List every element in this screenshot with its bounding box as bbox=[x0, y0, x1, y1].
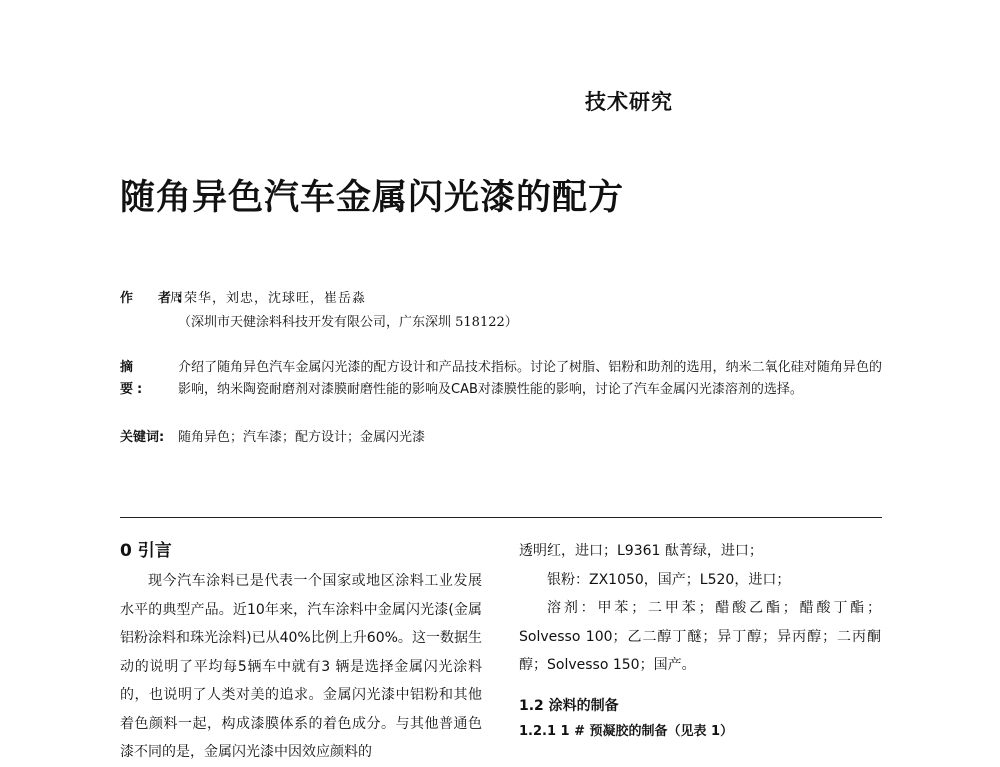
introduction-paragraph: 现今汽车涂料已是代表一个国家或地区涂料工业发展水平的典型产品。近10年来，汽车涂料中金属闪光漆(金属铝粉涂料和珠光涂料)已从40%比例上升60%。这一数据生动的说明了平均每5辆车中就有3 辆是选择金属闪光涂料的，也说明了人类对美的追求。金属闪光漆中铝粉和其他着色颜料一起，构成漆膜体系的着色成分。与其他普通色漆不同的是，金属闪光漆中因效应颜料的 bbox=[120, 573, 482, 760]
abstract-text: 介绍了随角异色汽车金属闪光漆的配方设计和产品技术指标。讨论了树脂、铝粉和助剂的选用，纳米二氧化硅对随角异色的影响，纳米陶瓷耐磨剂对漆膜耐磨性能的影响及CAB对漆膜性能的影响，讨论了汽车金属闪光漆溶剂的选择。 bbox=[178, 360, 882, 397]
abstract-block bbox=[120, 357, 882, 401]
right-column bbox=[519, 537, 881, 744]
affiliation: （深圳市天健涂料科技开发有限公司，广东深圳 518122） bbox=[178, 315, 518, 330]
keywords-list: 随角异色；汽车漆；配方设计；金属闪光漆 bbox=[178, 430, 426, 445]
keywords-label: 关键词: bbox=[120, 430, 165, 445]
preparation-heading: 1.2 涂料的制备 bbox=[519, 697, 619, 714]
section-tag: 技术研究 bbox=[585, 90, 673, 114]
article-title: 随角异色汽车金属闪光漆的配方 bbox=[120, 178, 625, 218]
abstract-label: 摘 要: bbox=[120, 360, 155, 397]
keywords-row bbox=[120, 427, 425, 449]
pigment-continued-line: 透明红，进口；L9361 酞菁绿，进口； bbox=[519, 543, 763, 559]
authors-list: 周荣华，刘忠，沈球旺，崔岳淼 bbox=[170, 291, 367, 306]
aluminum-line: 银粉：ZX1050，国产；L520，进口； bbox=[547, 571, 791, 588]
solvents-paragraph: 溶剂：甲苯；二甲苯；醋酸乙酯；醋酸丁酯；Solvesso 100；乙二醇丁醚；异丁醇；异丙醇；二丙酮醇；Solvesso 150；国产。 bbox=[519, 600, 881, 673]
authors-label: 作 者: bbox=[120, 291, 189, 306]
authors-row bbox=[120, 288, 366, 310]
pregel-heading: 1.2.1 1 # 预凝胶的制备（见表 1） bbox=[519, 723, 734, 739]
horizontal-rule bbox=[120, 517, 882, 518]
introduction-heading: 0 引言 bbox=[120, 541, 172, 561]
left-column bbox=[120, 537, 482, 767]
